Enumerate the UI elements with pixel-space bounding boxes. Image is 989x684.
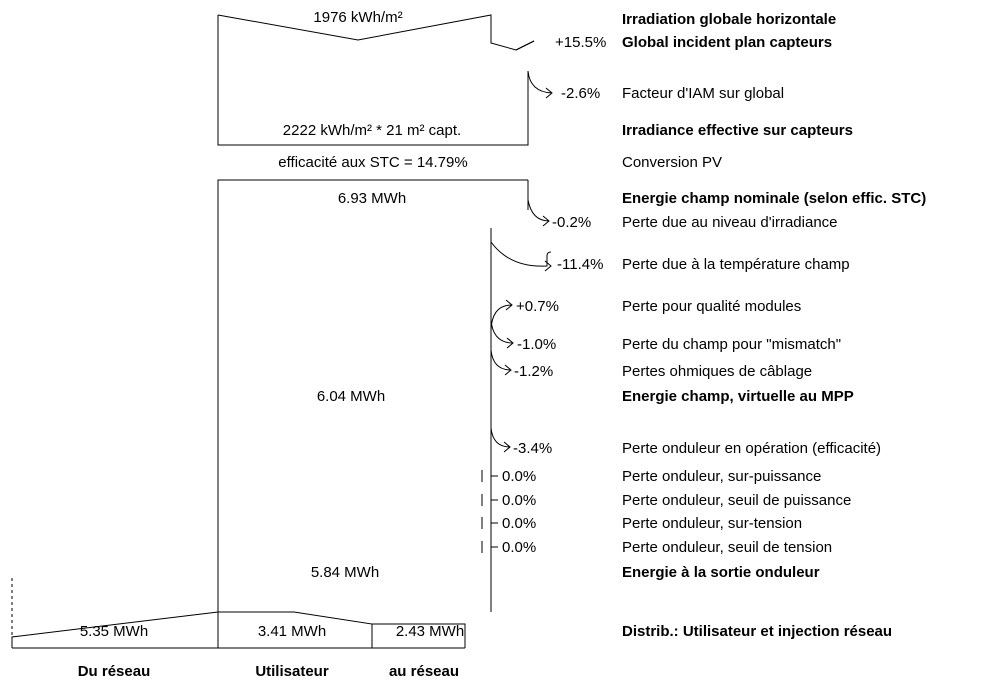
effective-irradiance-label: Irradiance effective sur capteurs bbox=[622, 122, 853, 139]
distribution-label: Distrib.: Utilisateur et injection réseau bbox=[622, 623, 893, 640]
inverter-output-energy-value: 5.84 MWh bbox=[310, 564, 380, 581]
mismatch-loss-arrow bbox=[491, 320, 513, 348]
inverter-operation-loss-arrow bbox=[491, 428, 510, 452]
inverter-overvoltage-loss-label: Perte onduleur, sur-tension bbox=[622, 515, 803, 532]
to-grid-value: 2.43 MWh bbox=[395, 623, 465, 640]
inverter-overvoltage-loss-arrow bbox=[482, 517, 498, 529]
inverter-operation-percent: -3.4% bbox=[513, 440, 553, 457]
inverter-overpower-loss-label: Perte onduleur, sur-puissance bbox=[622, 468, 822, 485]
virtual-mpp-energy-value: 6.04 MWh bbox=[316, 388, 386, 405]
incident-gain-percent: +15.5% bbox=[555, 34, 607, 51]
temperature-loss-arrow bbox=[491, 242, 551, 271]
effective-irradiance-value: 2222 kWh/m² * 21 m² capt. bbox=[282, 122, 462, 139]
inverter-output-energy-label: Energie à la sortie onduleur bbox=[622, 564, 820, 581]
global-incident-label: Global incident plan capteurs bbox=[622, 34, 833, 51]
global-horizontal-value: 1976 kWh/m² bbox=[313, 9, 403, 26]
global-horizontal-label: Irradiation globale horizontale bbox=[622, 11, 837, 28]
ohmic-percent: -1.2% bbox=[514, 363, 554, 380]
inverter-power-threshold-loss-arrow bbox=[482, 494, 498, 506]
user-value: 3.41 MWh bbox=[257, 623, 327, 640]
to-grid-label: au réseau bbox=[388, 663, 460, 680]
mismatch-loss-label: Perte du champ pour "mismatch" bbox=[622, 336, 842, 353]
stc-efficiency-value: efficacité aux STC = 14.79% bbox=[278, 154, 468, 171]
mismatch-percent: -1.0% bbox=[517, 336, 557, 353]
inverter-voltage-threshold-loss-label: Perte onduleur, seuil de tension bbox=[622, 539, 833, 556]
irradiance-level-percent: -0.2% bbox=[552, 214, 592, 231]
iam-factor-label: Facteur d'IAM sur global bbox=[622, 85, 785, 102]
inverter-overpower-percent: 0.0% bbox=[502, 468, 537, 485]
iam-percent: -2.6% bbox=[561, 85, 601, 102]
pv-conversion-label: Conversion PV bbox=[622, 154, 723, 171]
from-grid-label: Du réseau bbox=[77, 663, 151, 680]
energy-flow bbox=[12, 180, 528, 648]
inverter-voltage-threshold-loss-arrow bbox=[482, 541, 498, 553]
ohmic-loss-arrow bbox=[491, 350, 511, 375]
irradiance-level-loss-arrow bbox=[528, 200, 549, 226]
from-grid-value: 5.35 MWh bbox=[79, 623, 149, 640]
inverter-overpower-loss-arrow bbox=[482, 470, 498, 482]
incident-gain-arrow bbox=[516, 41, 534, 50]
nominal-energy-value: 6.93 MWh bbox=[337, 190, 407, 207]
module-quality-percent: +0.7% bbox=[516, 298, 559, 315]
inverter-overvoltage-percent: 0.0% bbox=[502, 515, 537, 532]
nominal-energy-label: Energie champ nominale (selon effic. STC) bbox=[622, 190, 927, 207]
temperature-percent: -11.4% bbox=[557, 256, 604, 273]
temperature-loss-label: Perte due à la température champ bbox=[622, 256, 850, 273]
user-label: Utilisateur bbox=[255, 663, 329, 680]
ohmic-loss-label: Pertes ohmiques de câblage bbox=[622, 363, 813, 380]
module-quality-gain-arrow bbox=[491, 300, 512, 330]
module-quality-loss-label: Perte pour qualité modules bbox=[622, 298, 802, 315]
inverter-power-threshold-loss-label: Perte onduleur, seuil de puissance bbox=[622, 492, 852, 509]
inverter-voltage-threshold-percent: 0.0% bbox=[502, 539, 537, 556]
irradiance-level-loss-label: Perte due au niveau d'irradiance bbox=[622, 214, 838, 231]
iam-loss-arrow bbox=[528, 71, 552, 98]
virtual-mpp-energy-label: Energie champ, virtuelle au MPP bbox=[622, 388, 854, 405]
inverter-power-threshold-percent: 0.0% bbox=[502, 492, 537, 509]
inverter-operation-loss-label: Perte onduleur en opération (efficacité) bbox=[622, 440, 882, 457]
